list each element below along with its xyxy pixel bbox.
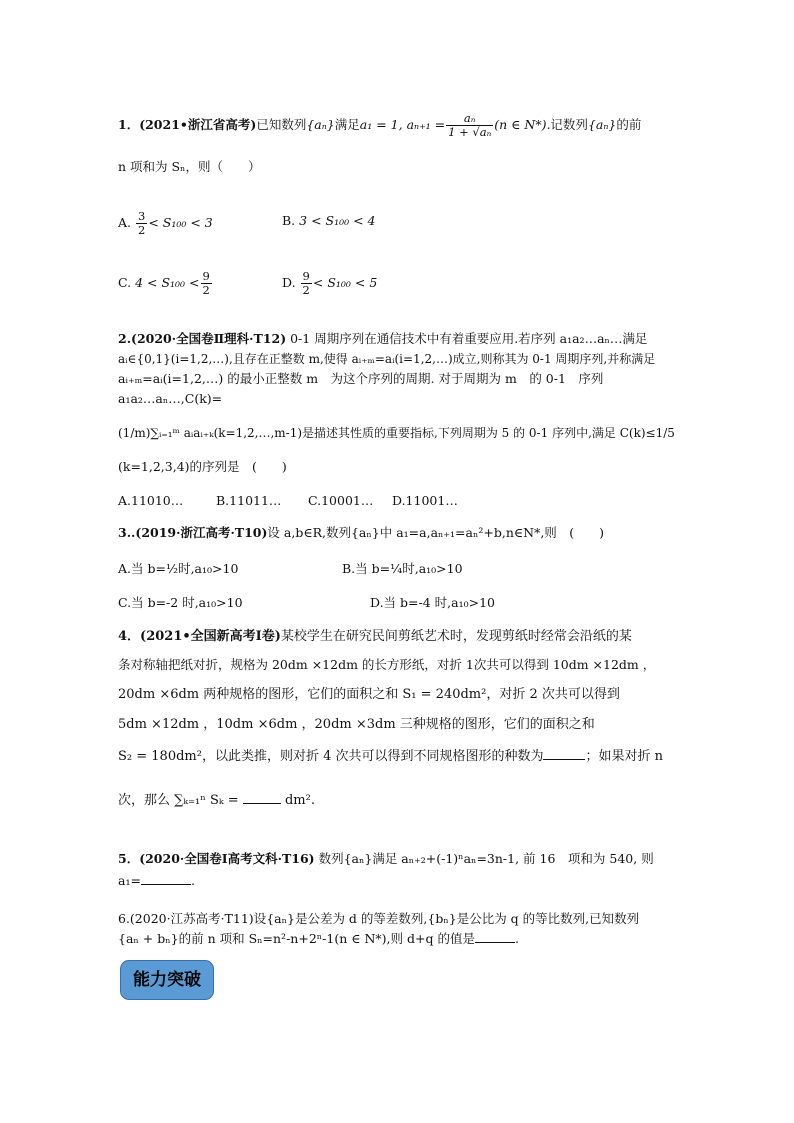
q5-text: 数列{aₙ}满足 aₙ₊₂+(-1)ⁿaₙ=3n-1, 前 16 项和为 540, 则: [318, 851, 654, 866]
q1-fraction: [446, 112, 493, 139]
q2-line4: a₁a₂…aₙ…,C(k)=: [118, 391, 223, 406]
q3-option-a[interactable]: A.当 b=½时,a₁₀>10: [118, 561, 239, 576]
q2-line5: (1/m)∑ᵢ₌₁ᵐ aᵢaᵢ₊ₖ(k=1,2,…,m-1)是描述其性质的重要指标,下列周期为 5 的 0-1 序列中,满足 C(k)≤1/5: [118, 426, 675, 440]
q2-source: 2.(2020·全国卷Ⅱ理科·T12): [118, 331, 287, 346]
q4-source: 4．(2021•全国新高考Ⅰ卷): [118, 629, 281, 644]
option-label: B.: [282, 213, 296, 228]
q1-seq2: {aₙ}: [587, 117, 617, 132]
q1-opt-d-frac: [301, 270, 312, 297]
option-label: D.: [282, 275, 296, 290]
q1-option-d[interactable]: [282, 270, 377, 297]
q5-source: 5．(2020·全国卷Ⅰ高考文科·T16): [118, 851, 315, 866]
q5-text-2: a₁=: [118, 873, 141, 888]
q1-frac-num: aₙ: [446, 112, 493, 126]
q6-text-2a: {aₙ + bₙ}的前 n 项和 Sₙ=n²-n+2ⁿ-1(n ∈ N*),则 d+q 的值是: [118, 931, 475, 946]
q1-text-c: .记数列: [546, 117, 588, 132]
q2-option-b[interactable]: B.11011…: [216, 493, 282, 508]
option-text: 4 < S₁₀₀ <: [135, 275, 200, 290]
q5-answer-blank[interactable]: [141, 884, 191, 885]
q4-text-5a: S₂ = 180dm²，以此类推，则对折 4 次共可以得到不同规格图形的种数为: [118, 749, 544, 764]
q3-option-b[interactable]: B.当 b=¼时,a₁₀>10: [342, 561, 463, 576]
q6-source: 6.(2020·江苏高考·T11): [118, 911, 254, 926]
frac-num: 9: [302, 269, 310, 283]
q1-opt-a-frac: [136, 210, 147, 237]
section-badge: 能力突破: [120, 960, 214, 1000]
frac-den: 2: [202, 283, 210, 297]
q3-source: 3..(2019·浙江高考·T10): [118, 525, 268, 540]
q5-line1: [118, 850, 654, 868]
q4-line2: 条对称轴把纸对折，规格为 20dm ×12dm 的长方形纸，对折 1次共可以得到 10dm ×12dm ，: [118, 657, 656, 672]
q1-text-b: 满足: [334, 117, 360, 132]
q2-line6: (k=1,2,3,4)的序列是 ( ): [118, 459, 287, 474]
q4-line6: [118, 792, 315, 810]
q1-domain: (n ∈ N*): [494, 117, 547, 132]
q1-option-a[interactable]: [118, 210, 213, 237]
q1-source: 1．(2021•浙江省高考): [118, 117, 257, 132]
q4-line3: 20dm ×6dm 两种规格的图形，它们的面积之和 S₁ = 240dm²，对折 2 次共可以得到: [118, 687, 620, 702]
q2-text: 0-1 周期序列在通信技术中有着重要应用.若序列 a₁a₂…aₙ…满足: [290, 331, 648, 346]
q1-option-b[interactable]: [282, 212, 376, 230]
q1-opt-c-frac: [201, 270, 212, 297]
q4-answer-blank-1[interactable]: [543, 759, 585, 760]
frac-den: 2: [138, 223, 146, 237]
q6-line2: [118, 930, 519, 948]
q2-line1: [118, 330, 647, 348]
option-text: < S₁₀₀ < 3: [148, 215, 213, 230]
q1-line1: [118, 112, 641, 139]
option-text: < S₁₀₀ < 5: [312, 275, 378, 290]
q4-line5: [118, 748, 663, 766]
q4-text-5b: ；如果对折 n: [585, 749, 663, 764]
q4-answer-blank-2[interactable]: [243, 803, 281, 804]
q4-line1: [118, 628, 632, 646]
q6-text-2b: .: [514, 931, 519, 946]
q4-text: 某校学生在研究民间剪纸艺术时，发现剪纸时经常会沿纸的某: [280, 629, 632, 644]
option-label: A.: [118, 215, 132, 230]
frac-den: 2: [302, 283, 310, 297]
q2-option-a[interactable]: A.11010…: [118, 493, 184, 508]
q1-frac-den: 1 + √aₙ: [448, 125, 492, 139]
q5-line2: a₁= .: [118, 873, 195, 888]
q2-option-c[interactable]: C.10001…: [308, 493, 374, 508]
frac-num: 9: [202, 269, 210, 283]
q1-text-d: 的前: [616, 117, 642, 132]
q1-seq: {aₙ}: [306, 117, 335, 132]
q1-condition: a₁ = 1, aₙ₊₁ =: [359, 117, 446, 132]
q6-text: 设{aₙ}是公差为 d 的等差数列,{bₙ}是公比为 q 的等比数列,已知数列: [253, 911, 640, 926]
q2-option-d[interactable]: D.11001…: [392, 493, 458, 508]
q2-line3: aᵢ₊ₘ=aᵢ(i=1,2,…) 的最小正整数 m 为这个序列的周期. 对于周期为 m 的 0-1 序列: [118, 371, 604, 386]
q3-line1: [118, 524, 604, 542]
q1-option-c[interactable]: [118, 270, 213, 297]
q1-text: 已知数列: [256, 117, 307, 132]
q4-line4: 5dm ×12dm ，10dm ×6dm ，20dm ×3dm 三种规格的图形，它们的面积之和: [118, 717, 595, 732]
q3-option-d[interactable]: D.当 b=-4 时,a₁₀>10: [370, 595, 495, 610]
q6-answer-blank[interactable]: [475, 942, 515, 943]
q3-option-c[interactable]: C.当 b=-2 时,a₁₀>10: [118, 595, 243, 610]
q2-line2: aᵢ∈{0,1}(i=1,2,…),且存在正整数 m,使得 aᵢ₊ₘ=aᵢ(i=1,2,…)成立,则称其为 0-1 周期序列,并称满足: [118, 352, 656, 366]
q4-text-6a: 次，那么 ∑ₖ₌₁ⁿ Sₖ =: [118, 793, 239, 808]
q4-text-6b: dm².: [284, 793, 315, 808]
option-text: 3 < S₁₀₀ < 4: [299, 213, 376, 228]
q6-line1: [118, 910, 639, 928]
q3-text: 设 a,b∈R,数列{aₙ}中 a₁=a,aₙ₊₁=aₙ²+b,n∈N*,则 ( ): [267, 525, 605, 540]
frac-num: 3: [138, 209, 146, 223]
option-label: C.: [118, 275, 132, 290]
q1-line2: n 项和为 Sₙ，则（ ）: [118, 159, 261, 174]
